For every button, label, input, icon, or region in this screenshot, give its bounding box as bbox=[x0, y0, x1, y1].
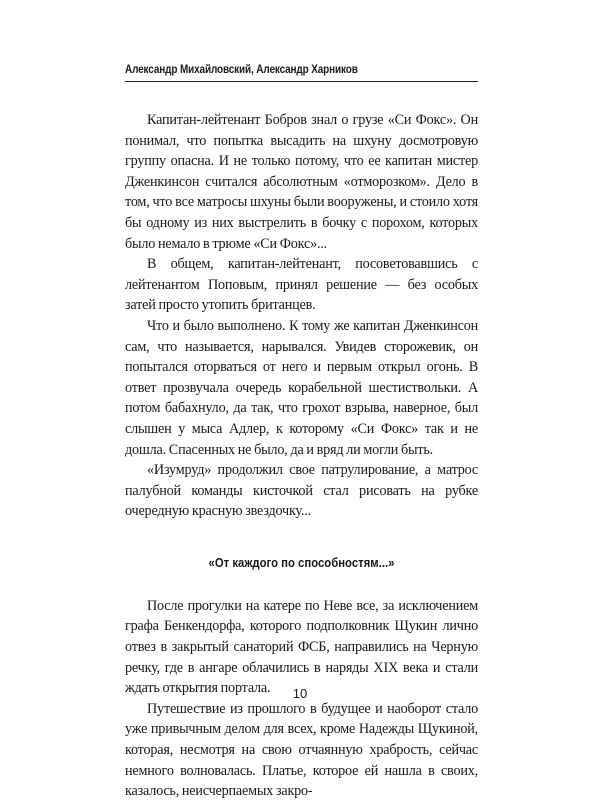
paragraph: Путешествие из прошлого в будущее и наоборот стало уже привычным делом для всех, кроме Надежды Щукиной, которая, несмотря на свою отчаянную храбрость, сейчас немного волновалась. Платье, которое ей нашла в своих, казалось, неисчерпаемых закро- bbox=[125, 700, 478, 800]
header-rule bbox=[125, 81, 478, 82]
paragraph: «Изумруд» продолжил свое патрулирование, а матрос палубной команды кисточкой стал рисовать на рубке очередную красную звездочку... bbox=[125, 462, 478, 520]
running-head-authors: Александр Михайловский, Александр Харников bbox=[125, 63, 358, 76]
paragraph: В общем, капитан-лейтенант, посоветовавшись с лейтенантом Поповым, принял решение — без особых затей просто утопить британцев. bbox=[125, 256, 478, 314]
page-number: 10 bbox=[292, 686, 308, 701]
paragraph: Что и было выполнено. К тому же капитан Дженкинсон сам, что называется, нарывался. Увидев сторожевик, он попытался оторваться от него и первым открыл огонь. В ответ прозвучала очередь корабельной шестиствольки. А потом бабахнуло, да так, что грохот взрыва, наверное, был слышен у мыса Адлер, к которому «Си Фокс» так и не дошла. Спасенных не было, да и вряд ли могли быть. bbox=[125, 317, 478, 458]
section-title: «От каждого по способностям...» bbox=[208, 555, 395, 570]
paragraph: Капитан-лейтенант Бобров знал о грузе «Си Фокс». Он понимал, что попытка высадить на шхуну досмотровую группу опасна. И не только потому, что ее капитан мистер Дженкинсон считался абсолютным «отморозком». Дело в том, что все матросы шхуны были вооружены, и стоило хотя бы одному из них выстрелить в бочку с порохом, которых было немало в трюме «Си Фокс»... bbox=[125, 112, 478, 252]
paragraph: После прогулки на катере по Неве все, за исключением графа Бенкендорфа, которого подполковник Щукин лично отвез в закрытый санаторий ФСБ, направились на Черную речку, где в ангаре облачились в наряды XIX века и стали ждать открытия портала. bbox=[125, 597, 478, 697]
text-before-section bbox=[125, 110, 478, 522]
